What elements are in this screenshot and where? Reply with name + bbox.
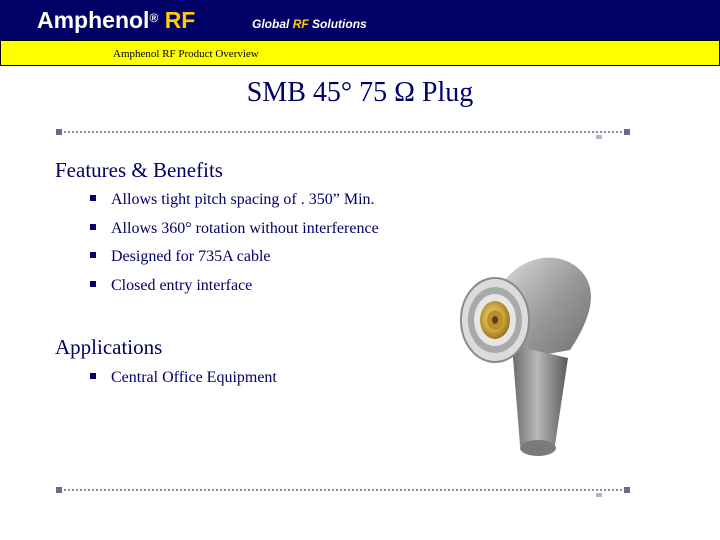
application-text: Central Office Equipment: [111, 369, 277, 386]
features-heading: Features & Benefits: [55, 158, 223, 182]
tagline: [252, 17, 367, 31]
bullet-icon: [90, 373, 96, 379]
list-item: [90, 218, 379, 247]
list-item: [90, 367, 277, 396]
brand-logo: [37, 6, 195, 34]
bullet-icon: [90, 224, 96, 230]
subtitle: Amphenol RF Product Overview: [113, 48, 259, 60]
features-list: [90, 189, 379, 303]
connector-image: [450, 240, 610, 480]
divider-top: [60, 131, 626, 133]
brand-name: Amphenol: [37, 7, 150, 33]
divider-tick: [596, 135, 602, 139]
list-item: [90, 189, 379, 218]
tagline-suffix: Solutions: [312, 17, 367, 31]
tagline-rf: RF: [292, 17, 309, 31]
brand-rf: RF: [164, 7, 196, 33]
slide-title: SMB 45° 75 Ω Plug: [246, 77, 474, 108]
divider-bottom: [60, 489, 626, 491]
bullet-icon: [90, 281, 96, 287]
feature-text: Closed entry interface: [111, 276, 253, 294]
feature-text: Allows tight pitch spacing of . 350” Min.: [111, 191, 375, 208]
bullet-icon: [90, 195, 96, 201]
registered-mark: ®: [149, 11, 159, 25]
bullet-icon: [90, 252, 96, 258]
header-bar: [0, 0, 720, 40]
list-item: [90, 275, 379, 304]
subtitle-bar: [0, 40, 720, 66]
tagline-prefix: Global: [252, 17, 290, 31]
divider-end-right: [624, 487, 630, 493]
divider-end-right: [624, 129, 630, 135]
applications-list: [90, 367, 277, 396]
feature-text: Designed for 735A cable: [111, 248, 271, 265]
feature-text: Allows 360° rotation without interference: [111, 219, 379, 237]
list-item: [90, 246, 379, 275]
divider-end-left: [56, 129, 62, 135]
divider-end-left: [56, 487, 62, 493]
applications-heading: Applications: [55, 335, 163, 359]
divider-tick: [596, 493, 602, 497]
